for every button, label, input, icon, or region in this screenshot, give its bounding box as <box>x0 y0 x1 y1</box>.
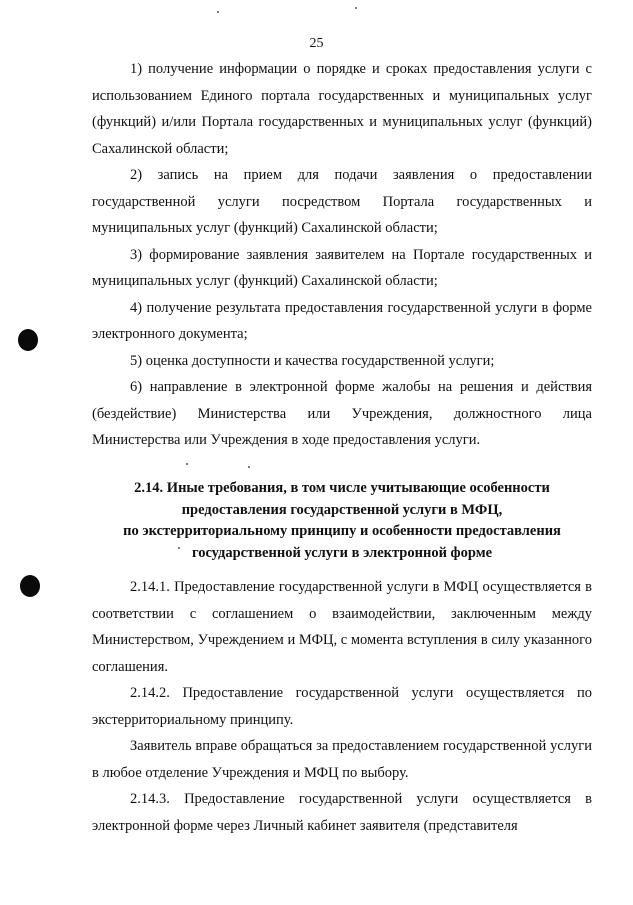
list-item: 3) формирование заявления заявителем на Портале государственных и муниципальных услуг (функций) Сахалинской области; <box>92 246 592 289</box>
scan-speck <box>178 547 180 549</box>
scan-speck <box>248 466 250 468</box>
section-body <box>92 574 592 839</box>
scan-speck <box>186 463 188 465</box>
list-item: 6) направление в электронной форме жалобы на решения и действия (бездействие) Министерства или Учреждения, должностного лица Министерства или Учреждения в ходе предоставления услуги. <box>92 379 592 448</box>
list-item: 1) получение информации о порядке и сроках предоставления услуги с использованием Единого портала государственных и муниципальных услуг (функций) и/или Портала государственных и муниципальных услуг (функций) Сахалинской области; <box>92 61 592 157</box>
paragraph: 2.14.1. Предоставление государственной услуги в МФЦ осуществляется в соответствии с соглашением о взаимодействии, заключенным между Министерством, Учреждением и МФЦ, с момента вступления в силу указанного соглашения. <box>92 579 592 675</box>
list-item: 2) запись на прием для подачи заявления о предоставлении государственной услуги посредством Портала государственных и муниципальных услуг (функций) Сахалинской области; <box>92 167 592 236</box>
list-section <box>92 56 592 454</box>
heading-line: государственной услуги в электронной форме <box>191 544 493 561</box>
paragraph: Заявитель вправе обращаться за предоставлением государственной услуги в любое отделение Учреждения и МФЦ по выбору. <box>92 738 592 781</box>
heading-line: предоставления государственной услуги в МФЦ, <box>181 501 503 518</box>
paragraph: 2.14.2. Предоставление государственной услуги осуществляется по экстерриториальному принципу. <box>92 685 592 728</box>
list-item: 5) оценка доступности и качества государственной услуги; <box>130 352 495 369</box>
heading-line: 2.14. Иные требования, в том числе учитывающие особенности <box>134 480 550 496</box>
punch-hole <box>20 575 40 597</box>
scan-speck <box>355 7 357 9</box>
punch-hole <box>18 329 38 351</box>
scan-speck <box>217 11 219 13</box>
heading-line: по экстерриториальному принципу и особенности предоставления <box>123 523 561 539</box>
paragraph: 2.14.3. Предоставление государственной услуги осуществляется в электронной форме через Личный кабинет заявителя (представителя <box>92 791 592 834</box>
list-item: 4) получение результата предоставления государственной услуги в форме электронного документа; <box>92 299 592 342</box>
section-heading <box>92 478 592 564</box>
page-number: 25 <box>309 36 324 51</box>
